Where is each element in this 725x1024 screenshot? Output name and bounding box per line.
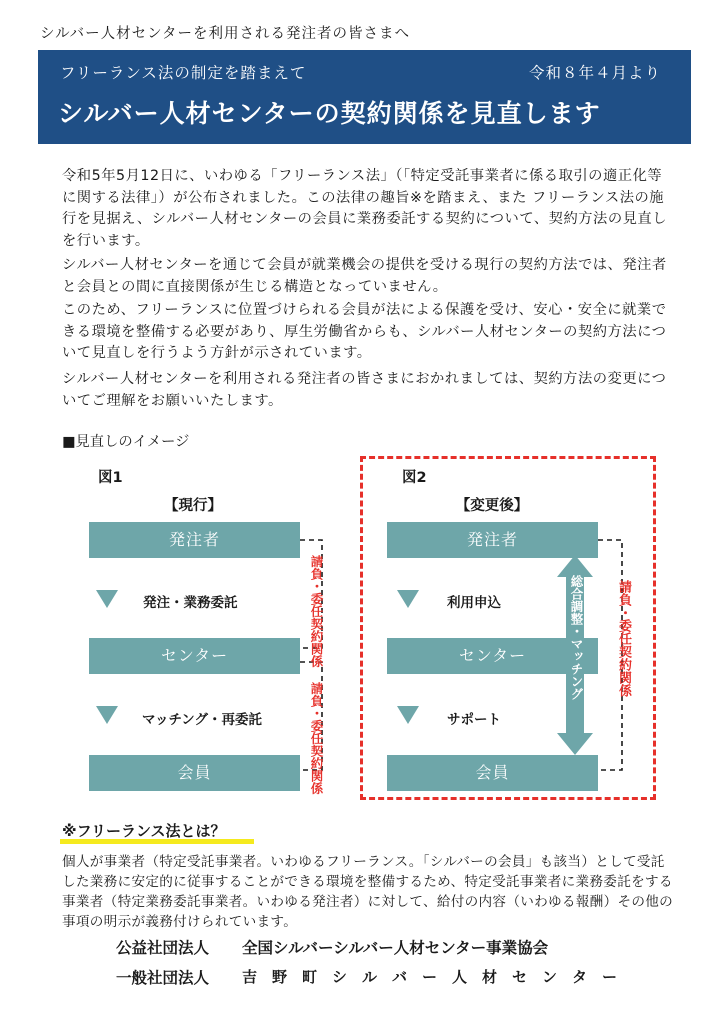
paragraph-2: シルバー人材センターを通じて会員が就業機会の提供を受ける現行の契約方法では、発注者と会員との間に直接関係が生じる構造となっていません。: [62, 257, 667, 295]
page-title: シルバー人材センターの契約関係を見直します: [58, 99, 601, 128]
paragraph-4: シルバー人材センターを利用される発注者の皆さまにおかれましては、契約方法の変更についてご理解をお願いいたします。: [62, 371, 667, 409]
fig2-down-arrow-2: [397, 706, 419, 724]
org2-type: 一般社団法人: [116, 969, 210, 987]
fig1-client-box: 発注者: [89, 522, 300, 558]
org2-name: 吉 野 町 シ ル バ ー 人 材 セ ン タ ー: [242, 968, 618, 986]
fig1-down-arrow-2: [96, 706, 118, 724]
paragraph-3: このため、フリーランスに位置づけられる会員が法による保護を受け、安心・安全に就業できる環境を整備する必要があり、厚生労働省からも、シルバー人材センターの契約方法について見直しを行うよう方針が示されています。: [62, 302, 667, 361]
fig1-center-box: センター: [89, 638, 300, 674]
org1-type: 公益社団法人: [116, 939, 210, 957]
fig2-down-arrow-1: [397, 590, 419, 608]
note-heading: ※フリーランス法とは？: [62, 822, 226, 840]
figure1-label: 図1: [98, 470, 123, 486]
fig1-member-box: 会員: [89, 755, 300, 791]
figure2-label: 図2: [402, 470, 427, 486]
fig2-client-box: 発注者: [387, 522, 598, 558]
fig2-arrow-label: 総合調整・マッチング: [569, 575, 584, 700]
section-heading: ■見直しのイメージ: [62, 434, 190, 450]
fig1-down-arrow-1: [96, 590, 118, 608]
banner-subtitle: フリーランス法の制定を踏まえて: [60, 64, 307, 82]
fig2-center-box: センター: [387, 638, 598, 674]
title-banner: [38, 50, 691, 144]
effective-date: 令和８年４月より: [528, 64, 661, 82]
fig2-relation-label: 請負・委任契約関係: [616, 580, 631, 697]
org1-name: 全国シルバーシルバー人材センター事業協会: [242, 939, 549, 957]
figure1-heading: 【現行】: [164, 498, 222, 514]
fig2-step1-label: 利用申込: [447, 595, 501, 611]
paragraph-1: 令和5年5月12日に、いわゆる「フリーランス法」（「特定受託事業者に係る取引の適正化等に関する法律」）が公布されました。この法律の趣旨※を踏まえ、また フリーランス法の施行を見据え、シルバー人材センターの会員に業務委託する契約について、契約方法の見直しを行います。: [62, 168, 668, 249]
note-body: 個人が事業者（特定受託事業者。いわゆるフリーランス。「シルバーの会員」も該当）として受託した業務に安定的に従事することができる環境を整備するため、特定受託事業者に業務委託をする事業者（特定業務委託事業者。いわゆる発注者）に対して、給付の内容（いわゆる報酬）その他の事項の明示が義務付けられています。: [62, 854, 674, 930]
fig1-step2-label: マッチング・再委託: [142, 712, 263, 728]
fig2-member-box: 会員: [387, 755, 598, 791]
fig2-step2-label: サポート: [447, 712, 501, 728]
audience-line: シルバー人材センターを利用される発注者の皆さまへ: [40, 26, 411, 42]
figure2-heading: 【変更後】: [455, 498, 529, 514]
fig1-relation-label-1: 請負・委任契約関係: [309, 555, 324, 668]
fig1-step1-label: 発注・業務委託: [143, 595, 238, 611]
fig1-relation-label-2: 請負・委任契約関係: [309, 682, 324, 795]
